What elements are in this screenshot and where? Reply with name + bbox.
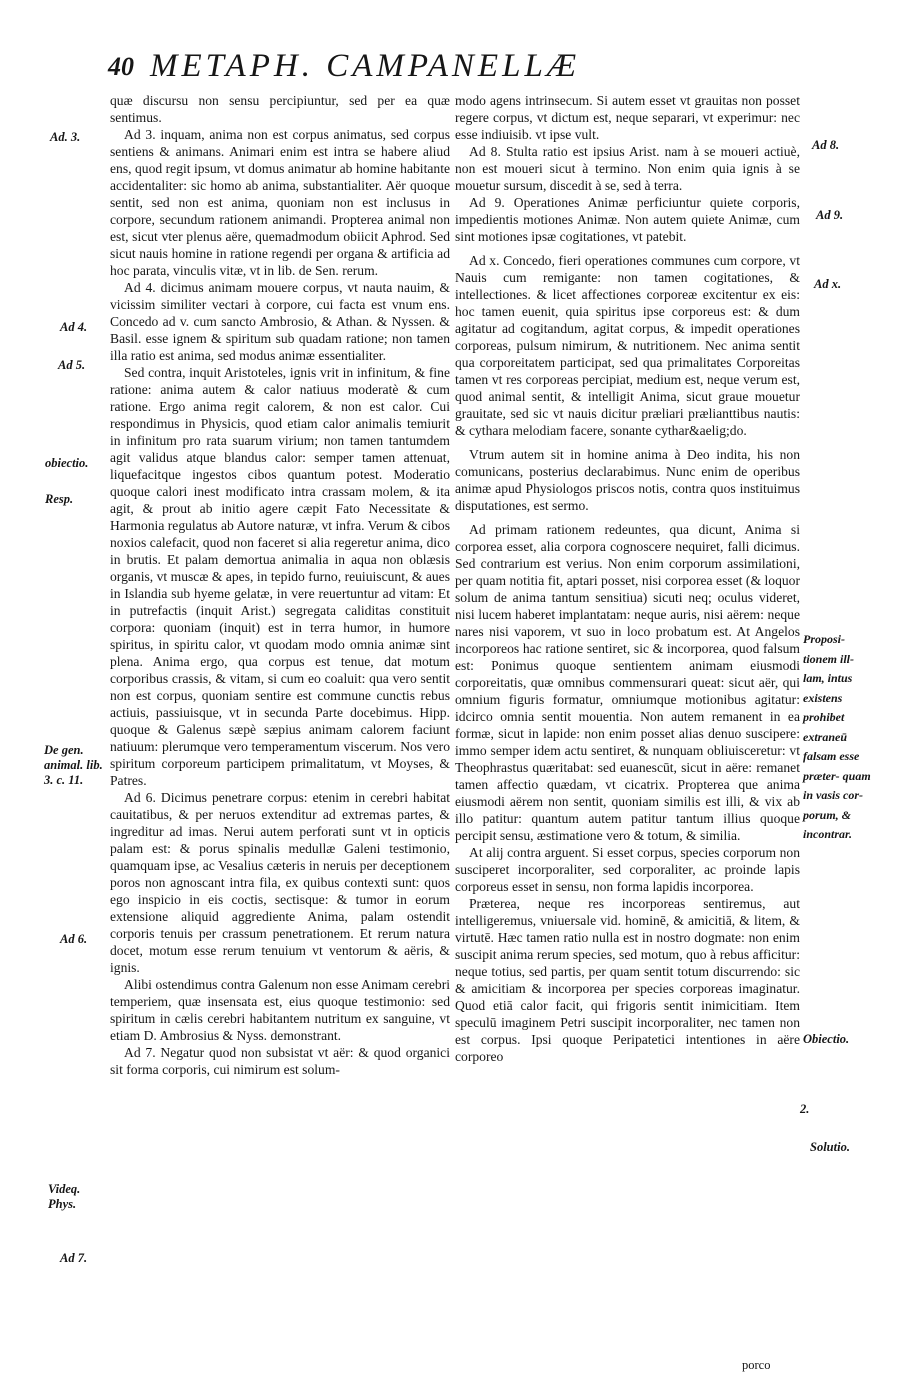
paragraph: Alibi ostendimus contra Galenum non esse Animam cerebri temperiem, quæ insensata est, eius quoque testimonio: sed spiritum in cælis cerebri habitantem nutritum ex sanguine, vt etiam D. Ambrosius & Nyss. demonstrant.: [110, 977, 450, 1043]
margin-note: 2.: [800, 1102, 810, 1116]
running-title: METAPH. CAMPANELLÆ: [150, 48, 581, 84]
paragraph: Sed contra, inquit Aristoteles, ignis vrit in infinitum, & fine ratione: anima autem & calor natiuus moderatè & cum ratione. Ergo anima regit calorem, & non est calor. Cui respondimus in Physicis, quod etiam calor animalis temiurit in infinitum pro rata suarum virium; non tamen tantumdem agit validus atque blandus calor: semper tamen attenuat, liquefacitque ingestos cibos quantum potest. Moderatio quoque calori inest modificato intra crassam molem, & ita agit, & prout ab initio agere cæpit Fato Necessitate & Harmonia regulatus ab Autore naturæ, vt infra. Verum & cibos noxios calefacit, quod non faceret si alia regeretur anima, dico in brutis. Et palam demortua animalia in aqua non oblæsis organis, vt muscæ & apes, in tepido furno, reuiuiscunt, & aues in Islandia sub hyeme gelatæ, in vere reuertuntur ad vitam: Et in putrefactis (inquit Arist.) segregata caliditas constituit corpora: quoniam (inquit) est in terra humor, in humore spiritus, in spiritu calor, vt quodam modo omnia animæ sint plena. Anima ergo, qua corpus est tenue, dat motum corporibus crassis, & vitam, si cum eo coaluit: qua vero sentit non est corpus, quoniam sentire est commune cunctis rebus actiuis, passiuisque, vt in secunda Parte docebimus. Hipp. quoque & Galenus sæpè sæpius animam calorem faciunt natiuum: plerumque vero temperamentum viscerum. Nos vero spiritum corporeum participem primalitatum, vt Moyses, & Patres.: [110, 365, 450, 788]
margin-note: Resp.: [45, 492, 74, 506]
catchword: porco: [742, 1358, 771, 1372]
margin-note: Ad. 3.: [50, 130, 81, 144]
margin-note: Ad 5.: [58, 358, 86, 372]
paragraph: At alij contra arguent. Si esset corpus, species corporum non susciperet incorporaliter, sed corporaliter, ac proinde lapis corporeus esset in sensu, non forma lapidis incorporea.: [455, 845, 800, 894]
paragraph: Ad 6. Dicimus penetrare corpus: etenim in cerebri habitat cauitatibus, & per neruos extenditur ad extremas partes, & ingreditur ad imas. Nerui autem perforati sunt vt in opticis palam est: & porus spinalis medullæ Galeni testimonio, quamquam ipse, ac Vesalius cæteris in neruis per deceptionem poros non agnoscant intra fila, ex quibus contexti sunt: quos ego inspicio in eis coctis, sectisque: & tumor in eorum extensione aliquid aggrediente Anima, palam ostendit corporis tenuis per crassum penetrationem. Et rerum natura docet, motum esse rerum tenuium vt ventorum & aëris, & ignis.: [110, 790, 450, 975]
margin-note: obiectio.: [45, 456, 89, 470]
margin-note: Ad 9.: [816, 208, 844, 222]
margin-note: Proposi- tionem ill- lam, intus existens prohibet extraneū falsam esse præter- quam in vasis cor- porum, & incontrar.: [803, 632, 871, 841]
margin-note: Ad x.: [814, 277, 842, 291]
paragraph: Vtrum autem sit in homine anima à Deo indita, his non comunicans, posterius declarabimus. Nunc enim de operibus animæ apud Physiologos priscos notis, contra quos instituimus disputationes, est sermo.: [455, 447, 800, 513]
page-header: [0, 48, 906, 84]
paragraph: Ad x. Concedo, fieri operationes communes cum corpore, vt Nauis cum remigante: non tamen cogitationes, & intellectiones. & licet affectiones corporeæ excitentur ex eis: hoc tamen euenit, quia spiritus ipse corporeus est: & dum agitatur ad cogitandum, agitat corpus, & impedit operationes corporeas, pulsum nimirum, & nutritionem. Nec anima sentit qua corporeitatem participat, sed qua primalitates Corporeitas tamen vt res corporeas percipiat, medium est, neque verum est, quod animal sentit, & intelligit Anima, sicut graue mouetur grauitate, sed sic vt nauis dicitur præliari prælianttibus nautis: & cythara melodiam facere, sonante cythar&aelig;do.: [455, 253, 800, 438]
margin-note: Ad 6.: [60, 932, 88, 946]
margin-note: Solutio.: [810, 1140, 850, 1154]
margin-note: Obiectio.: [803, 1032, 850, 1046]
paragraph: Ad 9. Operationes Animæ perficiuntur quiete corporis, impedientis motiones Animæ. Non autem quiete Animæ, cum sint motiones ipsæ cogitationes, vt patebit.: [455, 195, 800, 244]
paragraph: Ad primam rationem redeuntes, qua dicunt, Anima si corporea esset, alia corpora cognoscere nequiret, falli dicimus. Sed contrarium est verius. Non enim corporum assimilationi, per quam notitia fit, aptari posset, nisi corporea esset (& loquor solum de anima tantum sensitiua) sicuti neq; oculus videret, nisi lucem haberet implantatam: neque auris, nisi aërem: neque nares nisi vaporem, vt suo in loco probatum est. At Angelos incorporeos hac ratione sentiret, sic & incorporea, quod falsum est: Ponimus quoque sentientem animam eiusmodi corporeitatis, quæ omnibus commensurari queat: sicut aër, qui omnium figuris formatur, omniumque motionibus agitatur: idcirco omnia sentit mouentia. Non autem remanent in ea formæ, sicut in lapide: non enim posset alias denuo suscipere: immo semper idem actu sentiret, & nunquam obliuisceretur: vt Theophrastus quæritabat: sed euanescūt, sicut in aëre: remanet tamen affectio quædam, vt cicatrix. Propterea que anima eiusmodi aërem non sentit, quoniam similis est illi, & vix ab illo patitur: quantum autem patitur tantum illius quoque percipit sensu, æstimatione vero & totum, & similia.: [455, 522, 800, 843]
margin-note: Ad 7.: [60, 1251, 88, 1265]
right-text-column: [455, 92, 800, 1065]
paragraph: Præterea, neque res incorporeas sentiremus, aut intelligeremus, vniuersale vid. hominē, & amicitiā, & litem, & virtutē. Hæc tamen ratio nulla est in nostro dogmate: non enim suscipit anima rerum species, sed motum, quo à rebus afficitur: neque totius, sed partis, per quam sentit totum discurrendo: sic & amicitiam & incorporea per species corporeas imaginatur. Quod etiā calor facit, qui frigoris sentit inimicitiam. Item speculū imaginem Petri suscipit incorporaliter, nec tamen non est corpus. Ipsi quoque Peripatetici intentiones in aëre corporeo: [455, 896, 800, 1064]
paragraph: Ad 4. dicimus animam mouere corpus, vt nauta nauim, & vicissim similiter vectari à corpore, cui facta est vnum ens. Concedo ad v. cum sancto Ambrosio, & Athan. & Nyssen. & Basil. esse ignem & spiritum sub quadam ratione; non tamen illa ratio est anima, sed modus animæ essentialiter.: [110, 280, 450, 363]
paragraph: quæ discursu non sensu percipiuntur, sed per ea quæ sentimus.: [110, 93, 450, 125]
paragraph: Ad 8. Stulta ratio est ipsius Arist. nam à se moueri actiuè, non est moueri sicut à termino. Non enim quia ignis à se mouetur sursum, discedit à se, sed à terra.: [455, 144, 800, 193]
margin-note: De gen. animal. lib. 3. c. 11.: [44, 743, 103, 787]
left-text-column: [110, 92, 450, 1078]
paragraph: modo agens intrinsecum. Si autem esset vt grauitas non posset regere corpus, vt dictum est, neque separari, vt experimur: nec esse indiuisib. vt ipse vult.: [455, 93, 800, 142]
margin-note: Ad 4.: [60, 320, 88, 334]
margin-note: Ad 8.: [812, 138, 840, 152]
page-number: 40: [108, 52, 134, 81]
margin-note: Videq. Phys.: [48, 1182, 81, 1211]
paragraph: Ad 3. inquam, anima non est corpus animatus, sed corpus sentiens & animans. Animari enim est intra se habere aliud ens, quod regit ipsum, vt domus animatur ab homine habitante accidentaliter: sic homo ab anima, substantialiter. Aër quoque sentit, sed non est anima, quoniam non est inclusus in corpore, secundum rationem animandi. Propterea animal non est, sicut vter plenus aëre, quemadmodum obiicit Aphrod. Sed sicut nauis homine in ratione regendi per organa & artificia ad hoc parata, vinculis vitæ, vt in lib. de Sen. rerum.: [110, 127, 450, 278]
paragraph: Ad 7. Negatur quod non subsistat vt aër: & quod organici sit forma corporis, cui nimirum est solum-: [110, 1045, 450, 1077]
